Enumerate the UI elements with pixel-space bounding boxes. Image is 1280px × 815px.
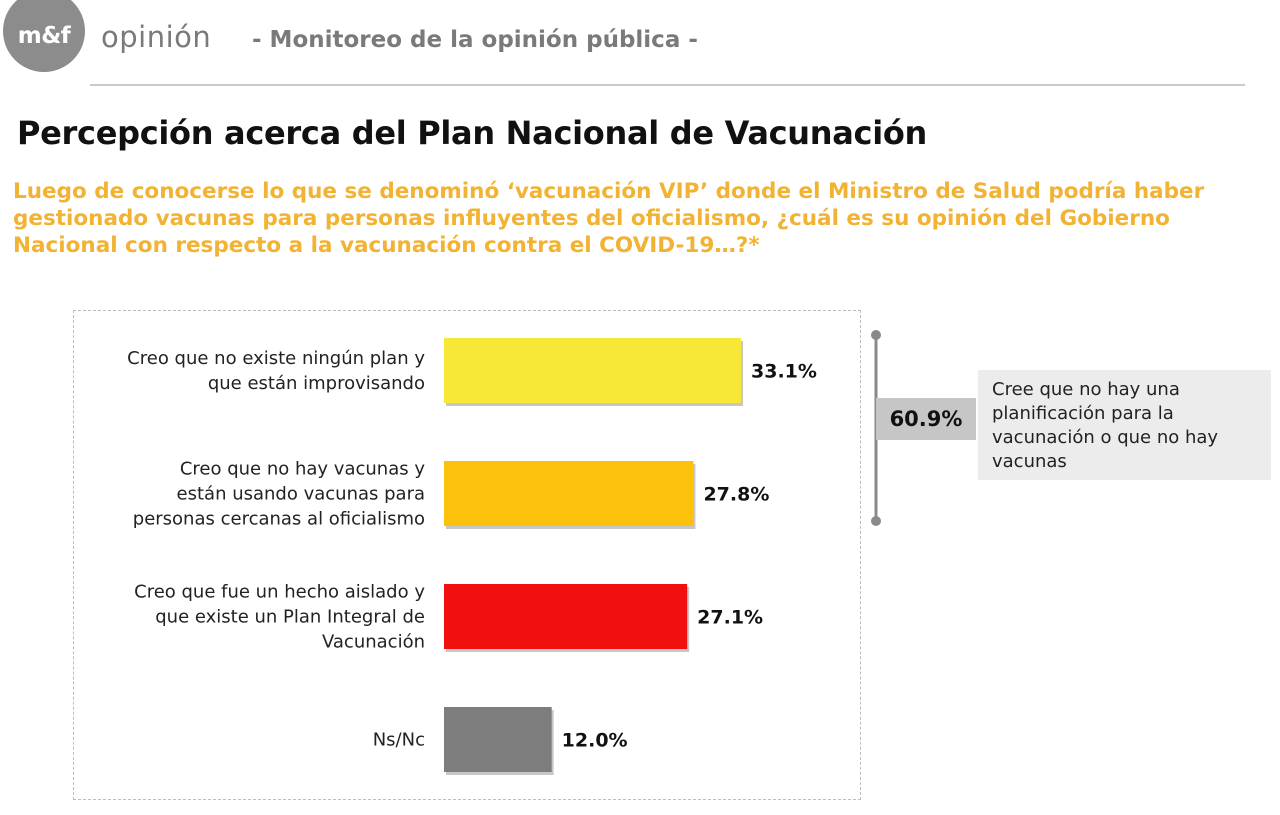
summary-note: Cree que no hay una planificación para la vacunación o que no hay vacunas bbox=[978, 370, 1271, 480]
bar bbox=[444, 338, 741, 403]
survey-question: Luego de conocerse lo que se denominó ‘vacunación VIP’ donde el Ministro de Salud podría haber gestionado vacunas para personas influyentes del oficialismo, ¿cuál es su opinión del Gobierno Nacional con respecto a la vacunación contra el COVID-19…?* bbox=[13, 179, 1205, 258]
bracket-dot-top bbox=[871, 330, 881, 340]
value-label: 12.0% bbox=[561, 729, 628, 752]
bar bbox=[444, 461, 693, 526]
category-label: Creo que no hay vacunas y están usando vacunas para personas cercanas al oficialismo bbox=[132, 458, 425, 530]
bar bbox=[444, 707, 552, 772]
page-title: Percepción acerca del Plan Nacional de Vacunación bbox=[17, 114, 928, 152]
category-label: Creo que fue un hecho aislado y que existe un Plan Integral de Vacunación bbox=[134, 581, 425, 653]
bar bbox=[444, 584, 687, 649]
value-label: 27.1% bbox=[697, 606, 764, 629]
bracket-dot-bottom bbox=[871, 516, 881, 526]
category-label: Creo que no existe ningún plan y que están improvisando bbox=[127, 348, 425, 394]
brand-name: opinión bbox=[101, 20, 212, 54]
value-label: 33.1% bbox=[751, 360, 817, 383]
summary-value: 60.9% bbox=[876, 398, 976, 440]
tagline: - Monitoreo de la opinión pública - bbox=[252, 27, 698, 53]
value-label: 27.8% bbox=[703, 483, 770, 506]
logo-text: m&f bbox=[17, 23, 71, 49]
category-label: Ns/Nc bbox=[372, 729, 425, 751]
